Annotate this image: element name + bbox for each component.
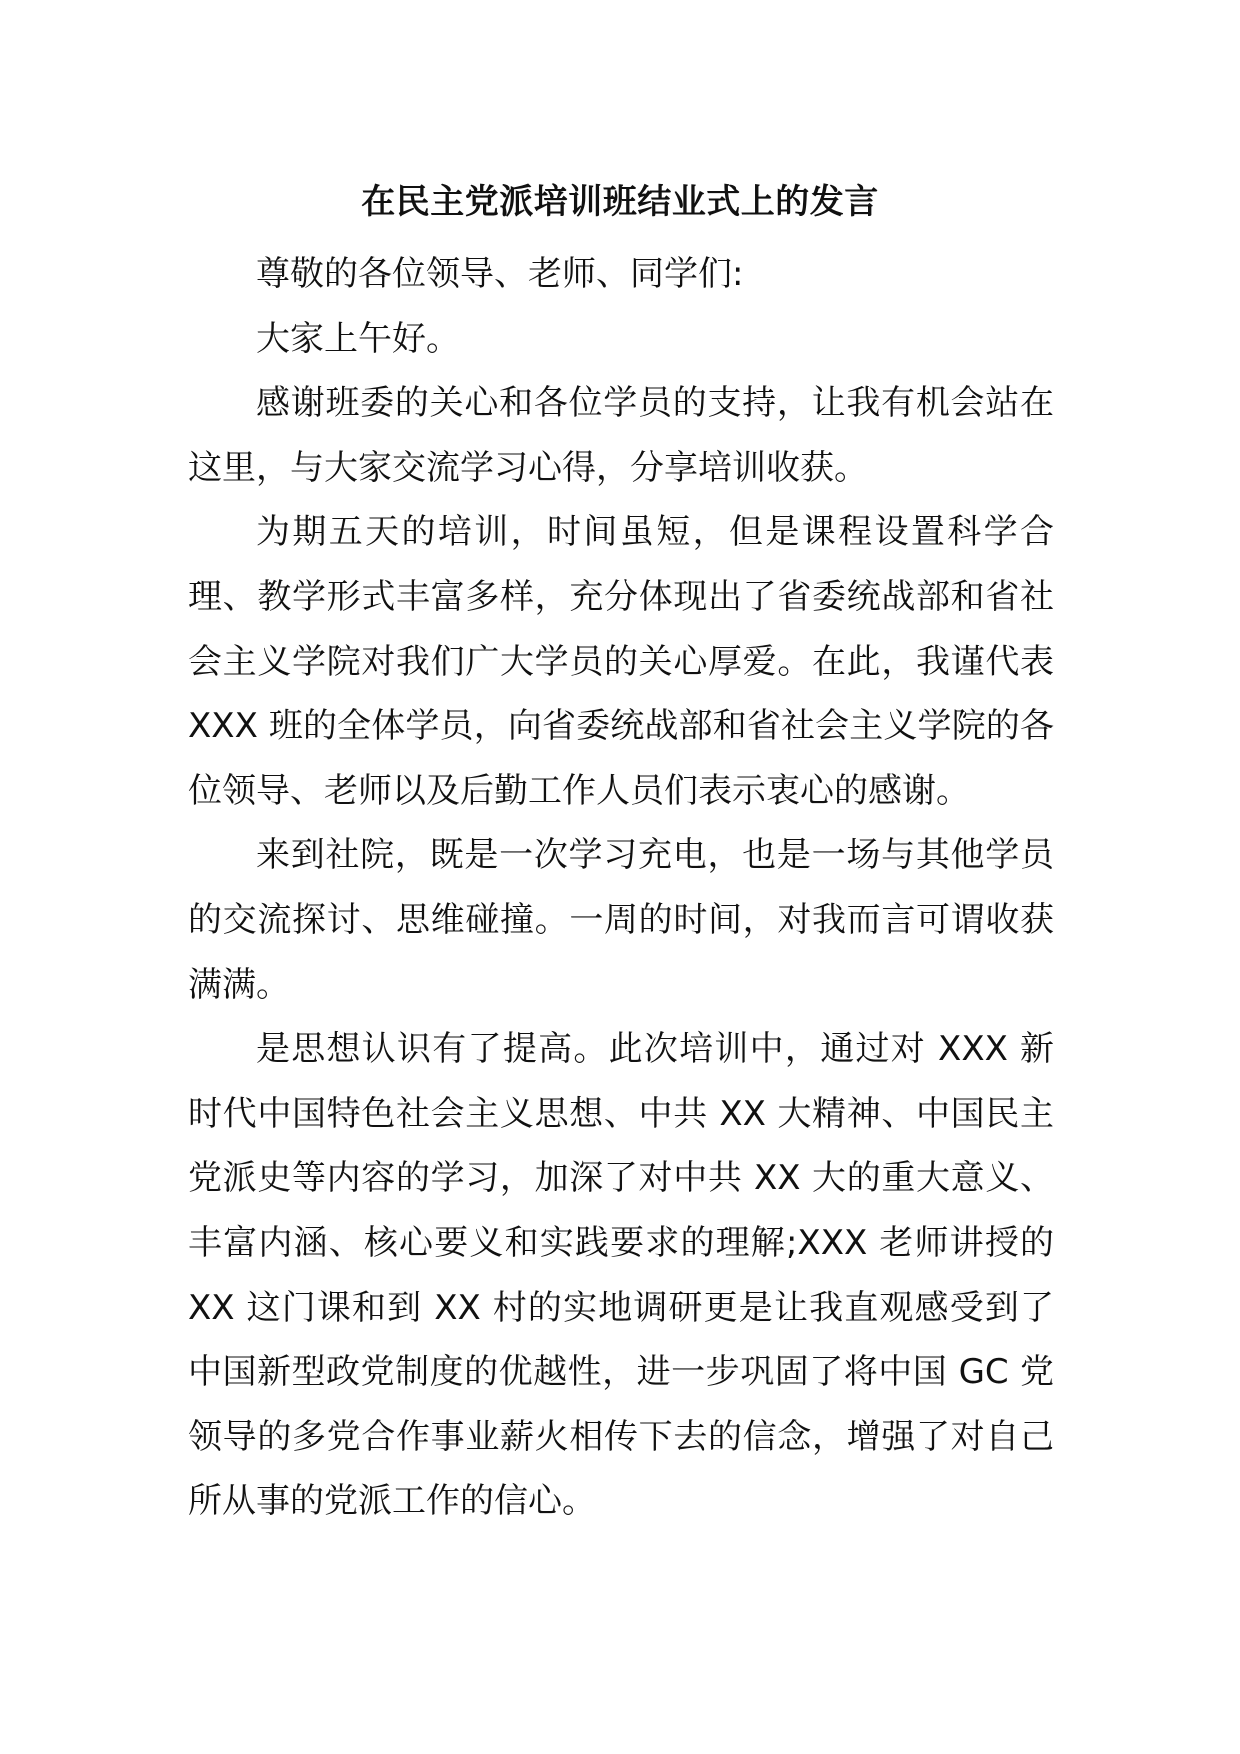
paragraph-thanks: 感谢班委的关心和各位学员的支持，让我有机会站在这里，与大家交流学习心得，分享培训收获。 (188, 383, 1054, 488)
document-body (188, 242, 1054, 1534)
paragraph-training-overview: 为期五天的培训，时间虽短，但是课程设置科学合理、教学形式丰富多样，充分体现出了省委统战部和省社会主义学院对我们广大学员的关心厚爱。在此，我谨代表 XXX 班的全体学员，向省委统战部和省社会主义学院的各位领导、老师以及后勤工作人员们表示衷心的感谢。 (188, 512, 1054, 811)
paragraph-ideological-gain: 是思想认识有了提高。此次培训中，通过对 XXX 新时代中国特色社会主义思想、中共 XX 大精神、中国民主党派史等内容的学习，加深了对中共 XX 大的重大意义、丰富内涵、核心要义和实践要求的理解;XXX 老师讲授的 XX 这门课和到 XX 村的实地调研更是让我直观感受到了中国新型政党制度的优越性，进一步巩固了将中国 GC 党领导的多党合作事业薪火相传下去的信念，增强了对自己所从事的党派工作的信心。 (188, 1029, 1054, 1522)
document-title: 在民主党派培训班结业式上的发言 (361, 182, 879, 222)
paragraph-salutation: 尊敬的各位领导、老师、同学们: (256, 254, 744, 294)
paragraph-experience: 来到社院，既是一次学习充电，也是一场与其他学员的交流探讨、思维碰撞。一周的时间，对我而言可谓收获满满。 (188, 835, 1054, 1005)
paragraph-greeting: 大家上午好。 (256, 318, 460, 359)
